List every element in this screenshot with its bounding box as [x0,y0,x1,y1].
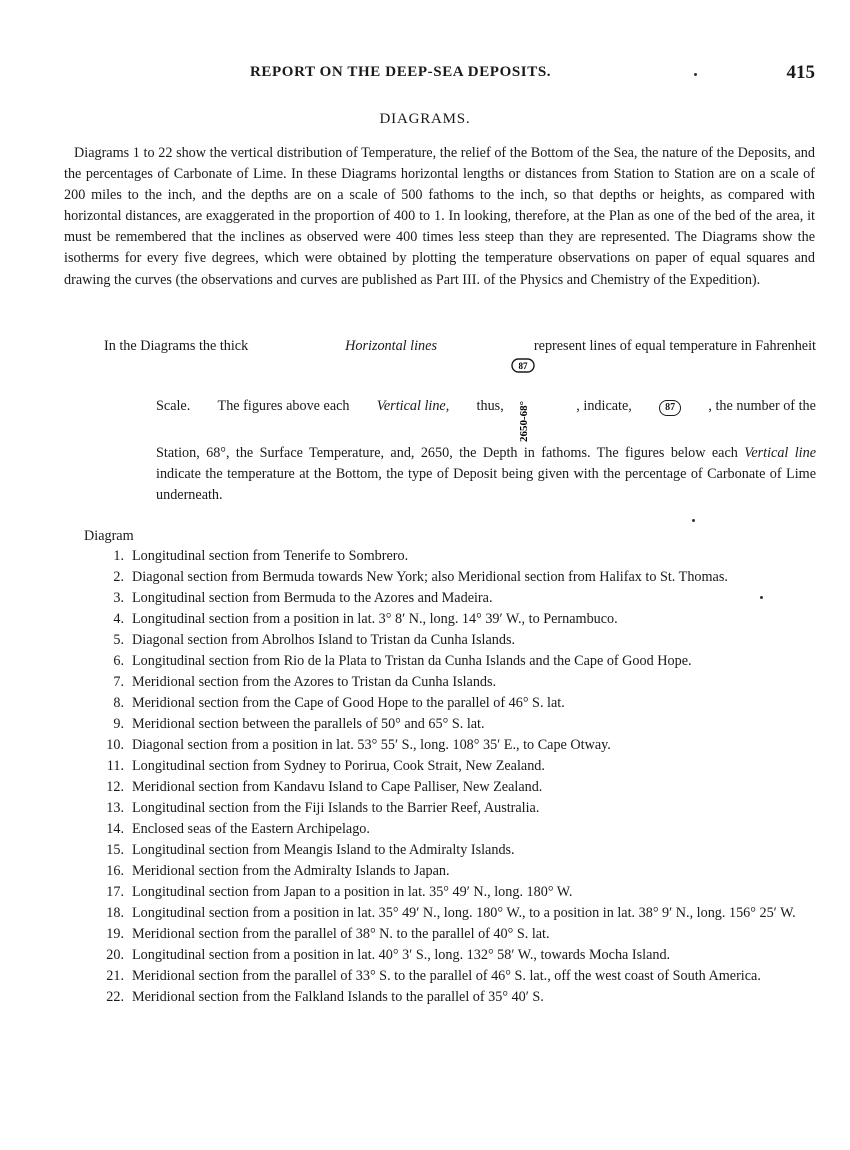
diagram-item [100,609,816,630]
diagram-description: Longitudinal section from Meangis Island to the Admiralty Islands. [132,842,515,858]
section-title: DIAGRAMS. [379,111,471,127]
diagram-item [100,714,816,735]
key-text: The figures above each [217,398,350,414]
diagram-description: Longitudinal section from a position in lat. 40° 3′ S., long. 132° 58′ W., towards Mocha Island. [132,947,671,963]
diagram-number: 14. [106,821,124,837]
key-line-1 [104,338,816,355]
page-header [250,64,815,86]
diagram-number: 12. [106,779,124,795]
diagram-number: 21. [106,968,124,984]
diagram-number: 9. [113,716,124,732]
diagram-list [100,546,816,1008]
print-speck [760,596,763,599]
key-text: indicate the temperature at the Bottom, the type of Deposit being given with the percentage of Carbonate of Lime underneath. [156,466,816,503]
diagram-description: Longitudinal section from Sydney to Porirua, Cook Strait, New Zealand. [132,758,545,774]
diagram-description: Meridional section from the Cape of Good Hope to the parallel of 46° S. lat. [132,695,565,711]
diagram-list-heading: Diagram [84,528,134,544]
diagram-description: Enclosed seas of the Eastern Archipelago. [132,821,370,837]
key-text: In the Diagrams the thick [104,338,249,354]
diagram-number: 8. [113,695,124,711]
diagram-item [100,630,816,651]
diagram-description: Longitudinal section from Tenerife to Sombrero. [132,548,409,564]
diagram-number: 16. [106,863,124,879]
print-speck [692,519,695,522]
diagram-item [100,882,816,903]
key-text: , indicate, [576,398,632,414]
diagram-item [100,987,816,1008]
diagram-description: Diagonal section from Abrolhos Island to Tristan da Cunha Islands. [132,632,516,648]
key-text: thus, [476,398,504,414]
diagram-item [100,798,816,819]
diagram-item [100,651,816,672]
diagram-description: Longitudinal section from a position in lat. 35° 49′ N., long. 180° W., to a position in lat. 38° 9′ N., long. 156° 25′ W. [132,905,796,921]
diagram-item [100,693,816,714]
vertical-line-term: Vertical line [744,445,817,461]
diagram-description: Meridional section from the parallel of 38° N. to the parallel of 40° S. lat. [132,926,550,942]
diagram-number: 11. [106,758,124,774]
diagram-description: Meridional section from the Azores to Tristan da Cunha Islands. [132,674,497,690]
diagram-item [100,945,816,966]
key-line-2 [156,398,816,416]
diagram-number: 3. [113,590,124,606]
diagram-description: Diagonal section from a position in lat. 53° 55′ S., long. 108° 35′ E., to Cape Otway. [132,737,611,753]
print-speck [694,73,697,76]
diagram-item [100,840,816,861]
diagram-number: 10. [106,737,124,753]
key-text: represent lines of equal temperature in Fahrenheit [533,338,816,354]
diagram-description: Meridional section from Kandavu Island to Cape Palliser, New Zealand. [132,779,543,795]
diagram-item [100,588,816,609]
diagram-item [100,672,816,693]
diagram-number: 6. [113,653,124,669]
diagram-number: 4. [113,611,124,627]
horizontal-lines-term: Horizontal lines [345,338,437,354]
diagram-description: Longitudinal section from Rio de la Plata to Tristan da Cunha Islands and the Cape of Good Hope. [132,653,692,669]
scale-word: Scale. [156,398,191,414]
diagram-number: 2. [113,569,124,585]
vertical-depth-temp-label: 2650-68° [518,400,530,442]
vertical-line-term: Vertical line, [376,398,450,414]
diagram-number: 18. [106,905,124,921]
running-title: REPORT ON THE DEEP-SEA DEPOSITS. [250,64,552,80]
diagram-description: Longitudinal section from a position in lat. 3° 8′ N., long. 14° 39′ W., to Pernambuco. [132,611,618,627]
diagram-item [100,861,816,882]
diagram-item [100,777,816,798]
diagram-description: Diagonal section from Bermuda towards New York; also Meridional section from Halifax to St. Thomas. [132,569,728,585]
diagram-item [100,924,816,945]
diagram-number: 13. [106,800,124,816]
diagram-number: 19. [106,926,124,942]
diagram-description: Longitudinal section from the Fiji Islands to the Barrier Reef, Australia. [132,800,540,816]
diagram-description: Meridional section from the Admiralty Islands to Japan. [132,863,450,879]
page-number: 415 [786,62,815,83]
diagram-item [100,819,816,840]
diagram-description: Meridional section from the Falkland Islands to the parallel of 35° 40′ S. [132,989,544,1005]
diagram-item [100,546,816,567]
diagram-item [100,903,816,924]
key-text: Station, 68°, the Surface Temperature, and, 2650, the Depth in fathoms. The figures below each [156,445,738,461]
diagram-item [100,735,816,756]
diagram-item [100,756,816,777]
diagram-number: 17. [106,884,124,900]
station-number-figure: 87 [518,361,528,371]
intro-paragraph: Diagrams 1 to 22 show the vertical distribution of Temperature, the relief of the Bottom of the Sea, the nature of the Deposits, and the percentages of Carbonate of Lime. In these Diagrams horizontal lengths or distances from Station to Station are on a scale of 200 miles to the inch, and the depths are on a scale of 500 fathoms to the inch, so that depths or heights, as compared with horizontal distances, are exaggerated in the proportion of 400 to 1. In looking, therefore, at the Plan as one of the bed of the area, it must be remembered that the inclines as observed were 400 times less steep than they are represented. The Diagrams show the isotherms for every five degrees, which were obtained by plotting the temperature observations on paper of equal squares and drawing the curves (the observations and curves are published as Part III. of the Physics and Chemistry of the Expedition). [64,145,815,288]
diagram-number: 22. [106,989,124,1005]
diagram-item [100,966,816,987]
key-text: , the number of the [708,398,816,414]
diagram-number: 7. [113,674,124,690]
diagram-description: Meridional section from the parallel of 33° S. to the parallel of 46° S. lat., off the west coast of South America. [132,968,761,984]
diagram-item [100,567,816,588]
diagram-number: 1. [113,548,124,564]
diagram-description: Longitudinal section from Bermuda to the Azores and Madeira. [132,590,493,606]
station-number-badge: 87 [659,400,681,416]
diagram-number: 5. [113,632,124,648]
diagram-number: 15. [106,842,124,858]
diagram-number: 20. [106,947,124,963]
diagram-description: Longitudinal section from Japan to a position in lat. 35° 49′ N., long. 180° W. [132,884,573,900]
key-explanation [156,443,816,506]
diagram-description: Meridional section between the parallels of 50° and 65° S. lat. [132,716,485,732]
